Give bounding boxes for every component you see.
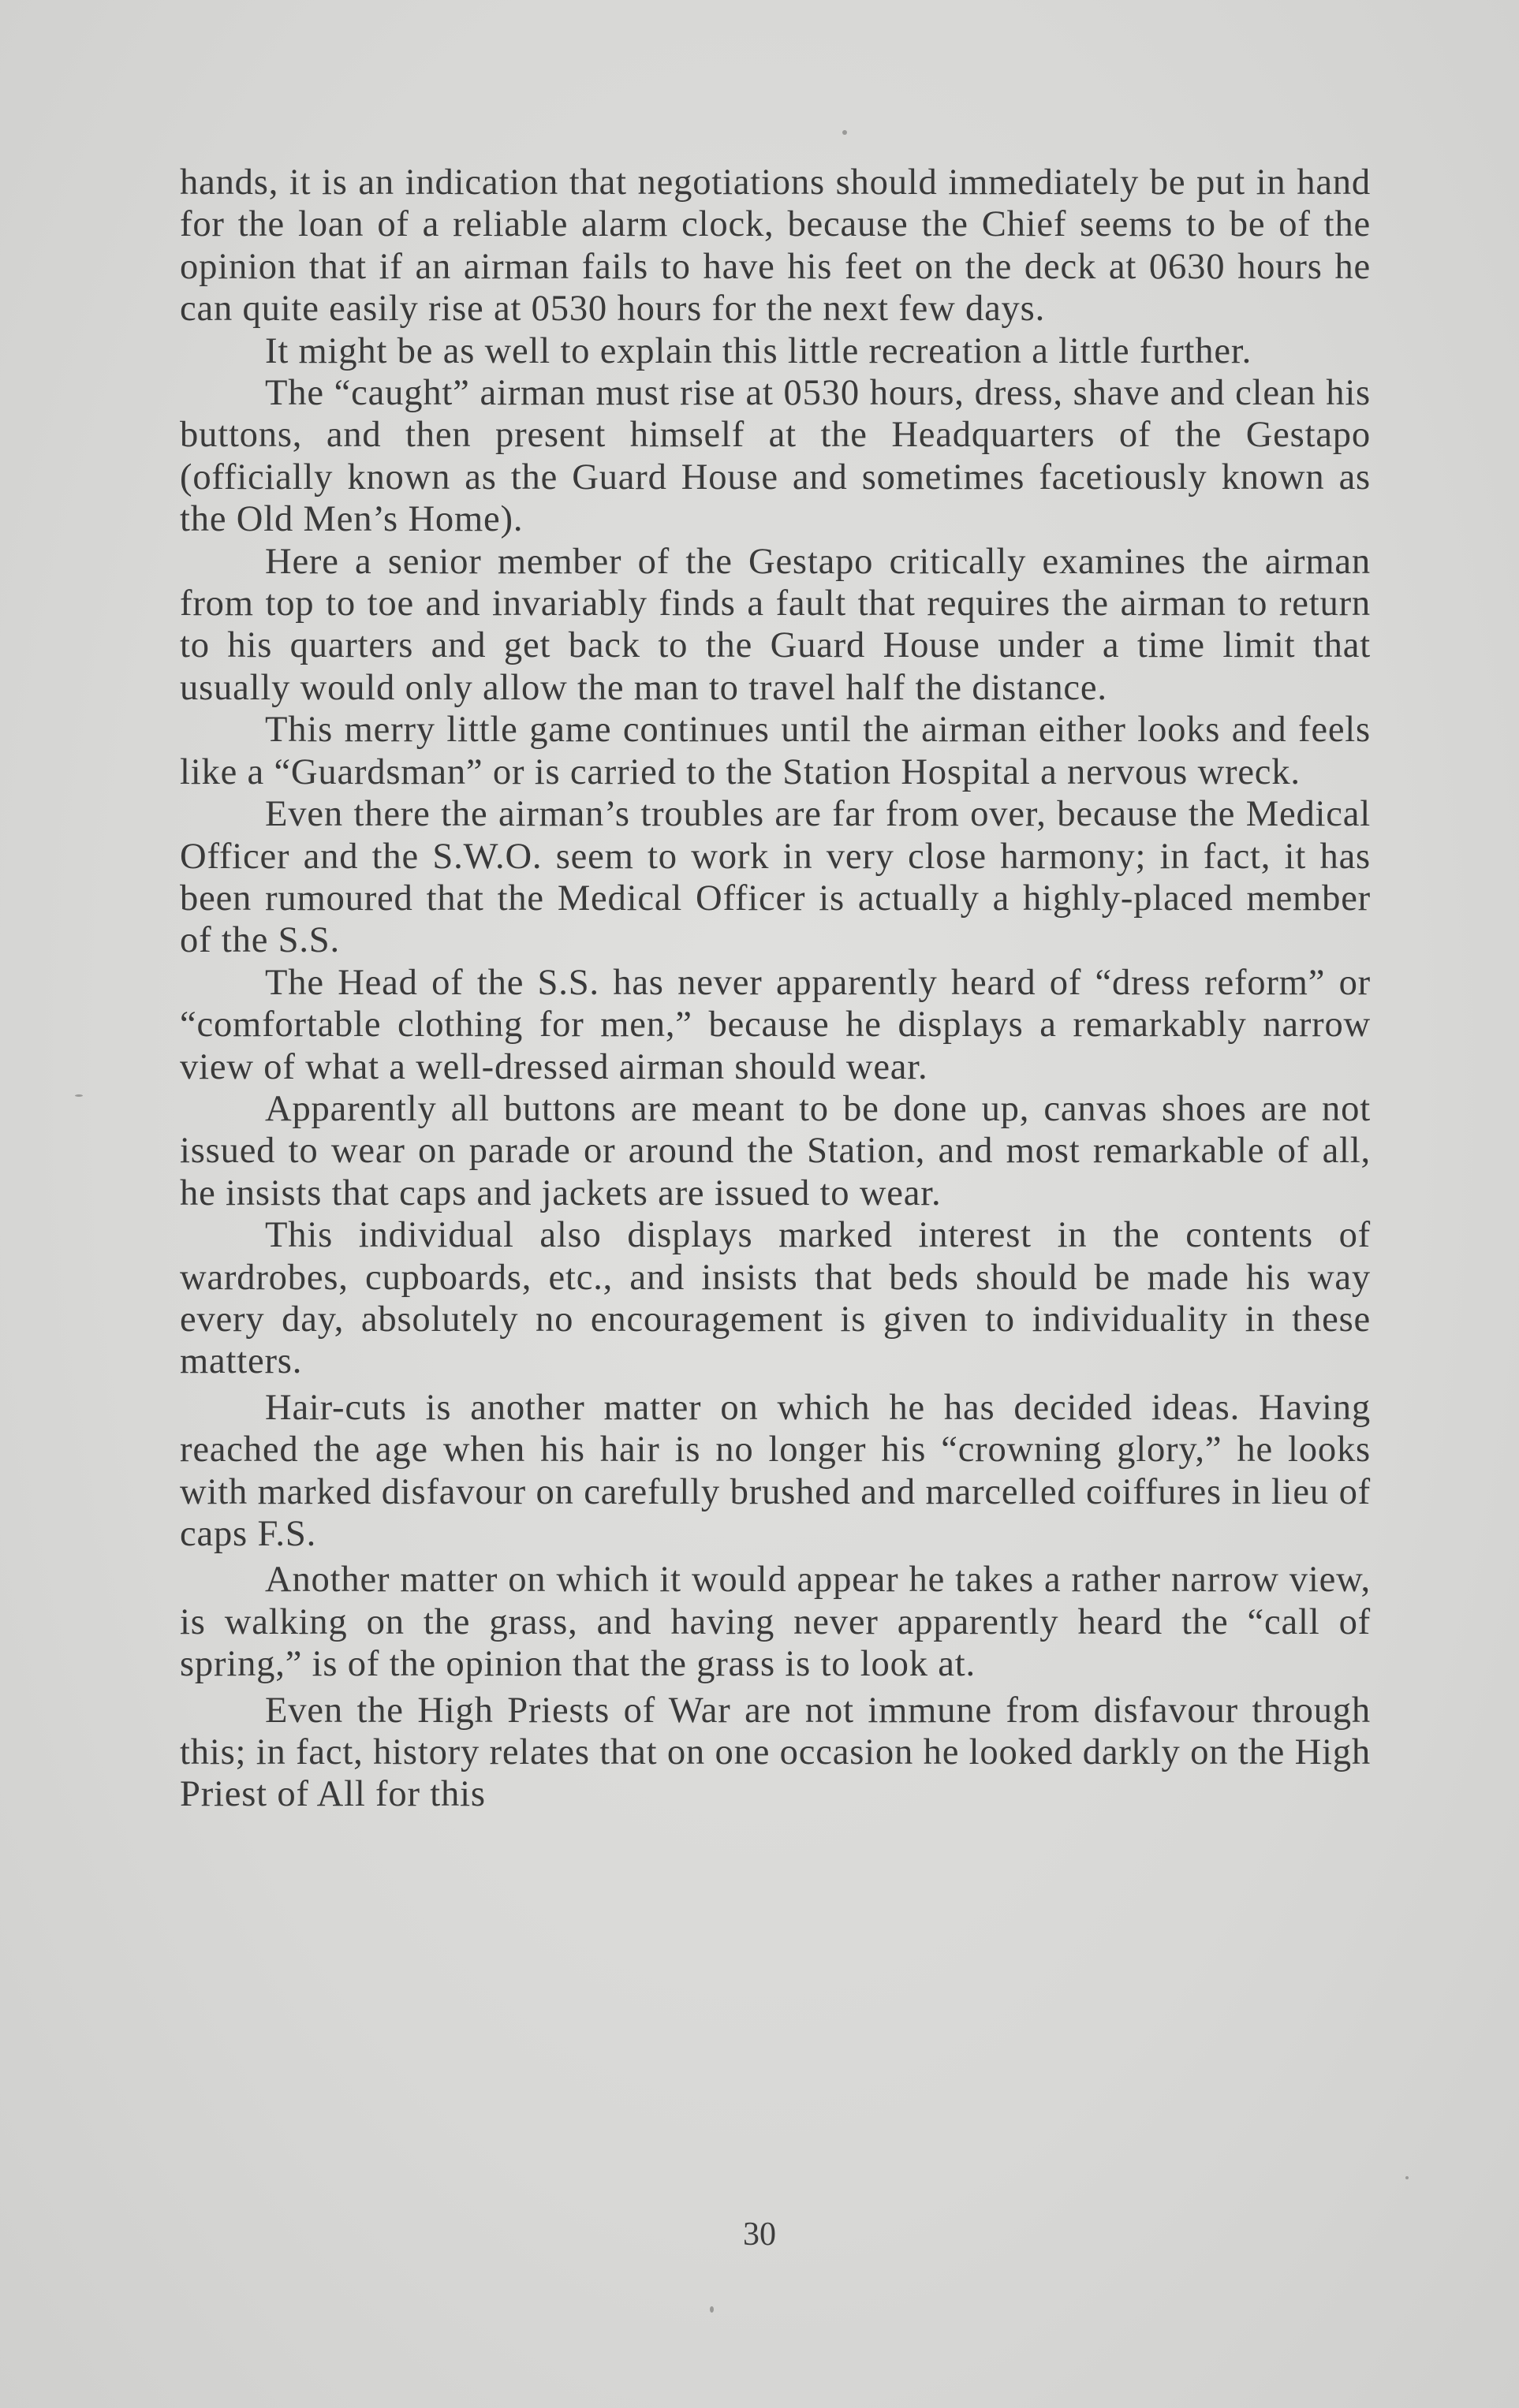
paragraph-9: This individual also displays marked interest in the contents of wardrobes, cupboards, etc., and insists that beds should be made his way every day, absolutely no encouragement is given to individuality in these matters. <box>180 1214 1371 1382</box>
paragraph-11: Another matter on which it would appear he takes a rather narrow view, is walking on the grass, and having never apparently heard the “call of spring,” is of the opinion that the grass is to look at. <box>180 1559 1371 1685</box>
paper-speck <box>842 130 847 135</box>
paragraph-12: Even the High Priests of War are not immune from disfavour through this; in fact, history relates that on one occasion he looked darkly on the High Priest of All for this <box>180 1689 1371 1815</box>
page-number: 30 <box>743 2216 776 2253</box>
paragraph-4: Here a senior member of the Gestapo critically examines the airman from top to toe and invariably finds a fault that requires the airman to return to his quarters and get back to the Guard House under a time limit that usually would only allow the man to travel half the distance. <box>180 540 1371 708</box>
paragraph-1: hands, it is an indication that negotiations should immediately be put in hand for the loan of a reliable alarm clock, because the Chief seems to be of the opinion that if an airman fails to have his feet on the deck at 0630 hours he can quite easily rise at 0530 hours for the next few days. <box>180 162 1371 330</box>
paragraph-7: The Head of the S.S. has never apparently heard of “dress reform” or “comfortable clothing for men,” because he displays a remarkably narrow view of what a well-dressed airman should wear. <box>180 961 1371 1087</box>
body-text <box>180 162 1371 1816</box>
paper-speck <box>710 2306 714 2313</box>
paragraph-2: It might be as well to explain this little recreation a little further. <box>265 330 1252 371</box>
paragraph-10: Hair-cuts is another matter on which he has decided ideas. Having reached the age when his hair is no longer his “crowning glory,” he looks with marked disfavour on carefully brushed and marcelled coiffures in lieu of caps F.S. <box>180 1386 1371 1554</box>
paragraph-3: The “caught” airman must rise at 0530 hours, dress, shave and clean his buttons, and then present himself at the Headquarters of the Gestapo (officially known as the Guard House and sometimes facetiously known as the Old Men’s Home). <box>180 372 1371 540</box>
paragraph-5: This merry little game continues until the airman either looks and feels like a “Guardsman” or is carried to the Station Hospital a nervous wreck. <box>180 709 1371 792</box>
paragraph-6: Even there the airman’s troubles are far from over, because the Medical Officer and the S.W.O. seem to work in very close harmony; in fact, it has been rumoured that the Medical Officer is actually a highly-placed member of the S.S. <box>180 793 1371 961</box>
paper-speck <box>75 1094 83 1097</box>
paragraph-8: Apparently all buttons are meant to be done up, canvas shoes are not issued to wear on parade or around the Station, and most remarkable of all, he insists that caps and jackets are issued to wear. <box>180 1087 1371 1213</box>
paper-speck <box>1405 2176 1409 2179</box>
